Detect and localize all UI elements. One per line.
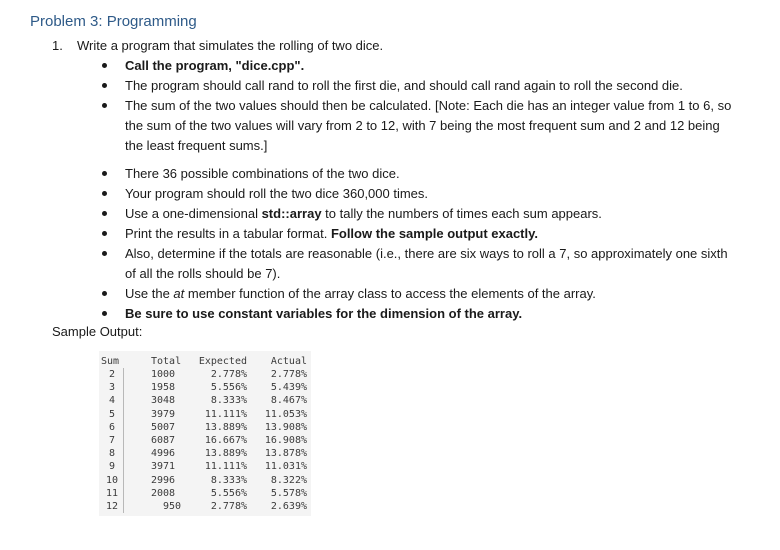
bullet-item <box>100 96 740 156</box>
bullet-icon <box>102 311 107 316</box>
actual-cell: 16.908% <box>264 434 307 446</box>
sample-output-table <box>99 351 311 516</box>
total-cell: 2996 <box>151 474 176 486</box>
actual-cell: 13.878% <box>264 448 307 460</box>
sum-cell: 5 <box>108 408 116 420</box>
bullet-icon <box>102 83 107 88</box>
bullet-item <box>100 56 740 76</box>
actual-cell: 13.908% <box>264 421 307 433</box>
item-text: Write a program that simulates the rolling of two dice. <box>77 38 384 53</box>
sum-cell: 6 <box>108 421 116 433</box>
expected-cell: 16.667% <box>204 434 247 446</box>
bullet-item <box>100 184 740 204</box>
bullet-text: Your program should roll the two dice 360,000 times. <box>125 186 429 201</box>
total-cell: 3979 <box>151 408 176 420</box>
sample-output-label: Sample Output: <box>52 324 143 339</box>
expected-cell: 13.889% <box>204 448 247 460</box>
bullet-item <box>100 284 740 304</box>
sum-header: Sum <box>101 356 120 367</box>
bullet-bold: Call the program, "dice.cpp". <box>125 58 305 73</box>
actual-cell: 2.778% <box>270 369 307 380</box>
sum-column <box>101 355 123 513</box>
sum-cell: 10 <box>105 474 119 486</box>
bullet-icon <box>102 171 107 176</box>
bullet-icon <box>102 291 107 296</box>
actual-cell: 11.031% <box>264 461 307 473</box>
bullet-text: Use the <box>125 286 174 301</box>
bullet-item <box>100 204 740 224</box>
bullet-text: to tally the numbers of times each sum appears. <box>321 206 602 221</box>
expected-cell: 11.111% <box>204 408 247 420</box>
expected-cell: 5.556% <box>210 487 247 499</box>
bullet-item <box>100 164 740 184</box>
total-cell: 2008 <box>151 487 176 499</box>
sum-cell: 11 <box>105 487 119 499</box>
bullet-text: Use a one-dimensional <box>125 206 262 221</box>
actual-cell: 8.322% <box>270 474 307 486</box>
total-cell: 4996 <box>151 448 176 460</box>
bullet-icon <box>102 103 107 108</box>
bullet-text: Also, determine if the totals are reasonable (i.e., there are six ways to roll a 7, so approximately one sixth of all the rolls should be 7). <box>125 246 728 281</box>
actual-column <box>263 355 307 513</box>
bullet-bold: Be sure to use constant variables for the dimension of the array. <box>125 306 523 321</box>
actual-cell: 2.639% <box>270 500 307 512</box>
total-cell: 6087 <box>151 434 176 446</box>
total-cell: 950 <box>162 500 181 512</box>
actual-cell: 8.467% <box>270 395 307 407</box>
total-header: Total <box>151 356 182 367</box>
bullet-bold: Follow the sample output exactly. <box>330 226 539 241</box>
sum-cell: 7 <box>108 434 116 446</box>
expected-cell: 11.111% <box>204 461 247 473</box>
bullet-icon <box>102 63 107 68</box>
bullet-text: The sum of the two values should then be calculated. [Note: Each die has an integer value from 1 to 6, so the sum of the two values will vary from 2 to 12, with 7 being the most frequent sum and 2 and 12 being the least frequent sums.] <box>125 98 732 153</box>
expected-cell: 5.556% <box>210 382 247 394</box>
bullet-text: The program should call rand to roll the first die, and should call rand again to roll the second die. <box>125 78 683 93</box>
sum-cell: 2 <box>108 369 116 380</box>
expected-cell: 2.778% <box>210 369 247 380</box>
bullet-item <box>100 76 740 96</box>
section-heading: Problem 3: Programming <box>30 13 197 30</box>
bullet-text: Print the results in a tabular format. <box>125 226 331 241</box>
sum-cell: 4 <box>108 395 116 407</box>
actual-cell: 11.053% <box>264 408 307 420</box>
total-cell: 3048 <box>151 395 176 407</box>
bullet-text: There 36 possible combinations of the two dice. <box>125 166 400 181</box>
expected-cell: 2.778% <box>210 500 247 512</box>
bullet-icon <box>102 211 107 216</box>
bullet-text: member function of the array class to access the elements of the array. <box>184 286 596 301</box>
bullet-icon <box>102 231 107 236</box>
total-cell: 1958 <box>151 382 176 394</box>
bullet-icon <box>102 191 107 196</box>
sum-cell: 12 <box>105 500 119 512</box>
expected-cell: 8.333% <box>210 474 247 486</box>
expected-header: Expected <box>198 356 247 367</box>
actual-cell: 5.578% <box>270 487 307 499</box>
bullet-item <box>100 224 740 244</box>
bullet-item <box>100 304 740 324</box>
total-column <box>151 355 181 513</box>
total-cell: 5007 <box>151 421 176 433</box>
sum-cell: 3 <box>108 382 116 394</box>
total-cell: 1000 <box>151 369 176 380</box>
column-divider <box>123 368 124 513</box>
expected-column <box>197 355 247 513</box>
sum-cell: 9 <box>108 461 116 473</box>
total-cell: 3971 <box>151 461 176 473</box>
expected-cell: 13.889% <box>204 421 247 433</box>
bullet-bold: std::array <box>261 206 322 221</box>
bullet-item <box>100 244 740 284</box>
expected-cell: 8.333% <box>210 395 247 407</box>
item-number: 1. <box>52 38 63 53</box>
requirements-list <box>100 56 740 324</box>
actual-header: Actual <box>270 356 307 367</box>
actual-cell: 5.439% <box>270 382 307 394</box>
bullet-icon <box>102 251 107 256</box>
sum-cell: 8 <box>108 448 116 460</box>
bullet-italic: at <box>173 286 185 301</box>
